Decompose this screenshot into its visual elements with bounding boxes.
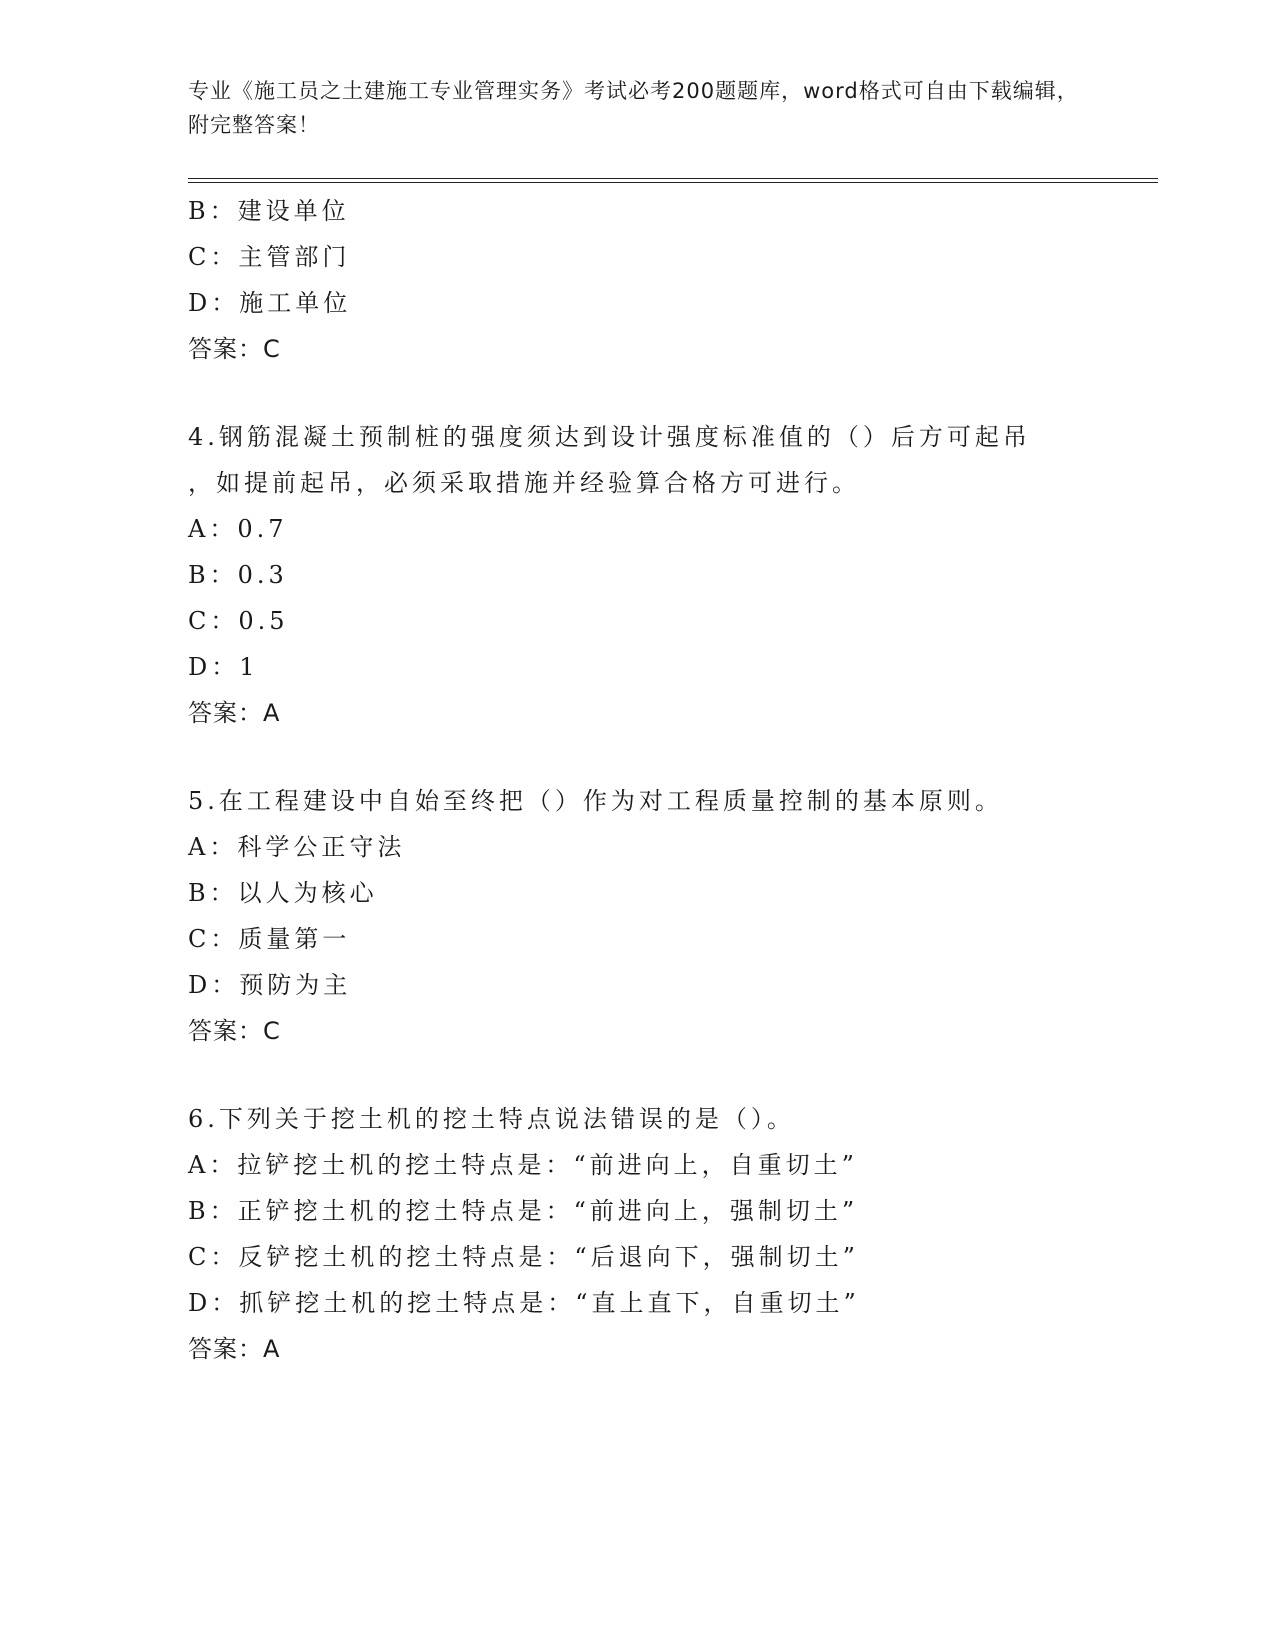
question-3 bbox=[188, 188, 1148, 372]
question-stem: 6.下列关于挖土机的挖土特点说法错误的是（）。 bbox=[188, 1105, 795, 1133]
question-5 bbox=[188, 778, 1148, 1054]
header-divider-top bbox=[188, 178, 1158, 179]
option-d: D：预防为主 bbox=[188, 971, 352, 999]
answer-line: 答案：A bbox=[188, 699, 281, 727]
document-header: 专业《施工员之土建施工专业管理实务》考试必考200题题库，word格式可自由下载编辑，附完整答案！ bbox=[188, 79, 1079, 137]
question-stem: 5.在工程建设中自始至终把（）作为对工程质量控制的基本原则。 bbox=[188, 787, 1003, 815]
spacer bbox=[188, 1054, 1148, 1096]
option-d: D：1 bbox=[188, 653, 259, 681]
question-list bbox=[188, 188, 1148, 1372]
question-stem: 4.钢筋混凝土预制桩的强度须达到设计强度标准值的（）后方可起吊 bbox=[188, 423, 1031, 451]
option-d: D：抓铲挖土机的挖土特点是：“直上直下，自重切土” bbox=[188, 1289, 860, 1317]
option-a: A：0.7 bbox=[188, 515, 288, 543]
option-a: A：科学公正守法 bbox=[188, 833, 406, 861]
question-stem-continued: ，如提前起吊，必须采取措施并经验算合格方可进行。 bbox=[188, 469, 860, 497]
option-a: A：拉铲挖土机的挖土特点是：“前进向上，自重切土” bbox=[188, 1151, 858, 1179]
option-b: B：0.3 bbox=[188, 561, 288, 589]
option-c: C：质量第一 bbox=[188, 925, 351, 953]
option-b: B：以人为核心 bbox=[188, 879, 378, 907]
answer-line: 答案：C bbox=[188, 335, 281, 363]
question-6 bbox=[188, 1096, 1148, 1372]
answer-line: 答案：C bbox=[188, 1017, 281, 1045]
spacer bbox=[188, 736, 1148, 778]
option-b: B：正铲挖土机的挖土特点是：“前进向上，强制切土” bbox=[188, 1197, 859, 1225]
option-d: D：施工单位 bbox=[188, 289, 352, 317]
spacer bbox=[188, 372, 1148, 414]
option-c: C：反铲挖土机的挖土特点是：“后退向下，强制切土” bbox=[188, 1243, 859, 1271]
answer-line: 答案：A bbox=[188, 1335, 281, 1363]
option-b: B：建设单位 bbox=[188, 197, 350, 225]
option-c: C：主管部门 bbox=[188, 243, 351, 271]
option-c: C：0.5 bbox=[188, 607, 289, 635]
question-4 bbox=[188, 414, 1148, 736]
header-divider-bottom bbox=[188, 182, 1158, 183]
